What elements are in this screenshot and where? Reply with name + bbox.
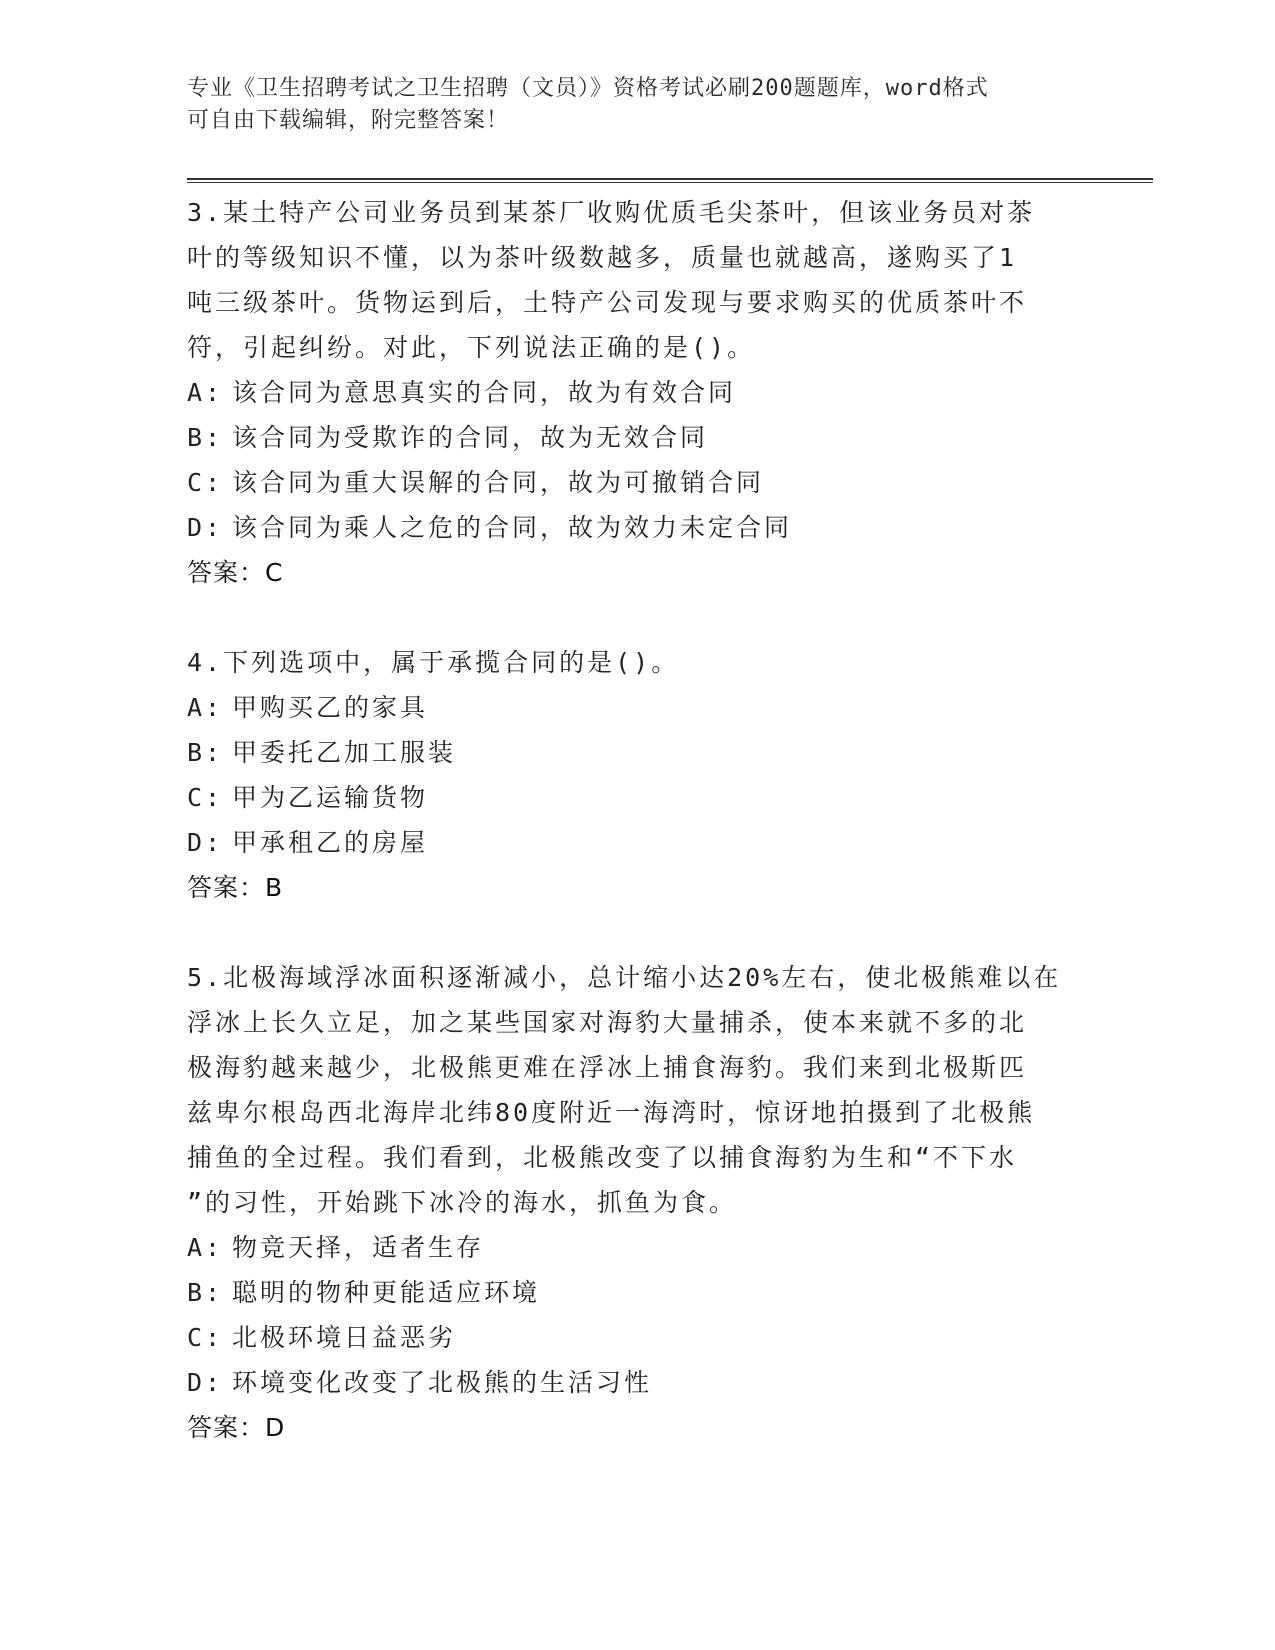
question-4 [187, 640, 1087, 910]
option-text: 物竞天择，适者生存 [232, 1233, 485, 1262]
answer-line: 答案：C [187, 558, 284, 587]
option-b [187, 415, 1087, 460]
option-d [187, 820, 1087, 865]
question-3 [187, 190, 1087, 595]
question-stem-line: ”的习性，开始跳下冰冷的海水，抓鱼为食。 [187, 1188, 738, 1217]
option-key: D: [187, 513, 224, 542]
question-stem-line: 4.下列选项中，属于承揽合同的是()。 [187, 648, 680, 677]
option-text: 该合同为意思真实的合同，故为有效合同 [232, 378, 737, 407]
option-text: 甲承租乙的房屋 [232, 828, 429, 857]
option-text: 聪明的物种更能适应环境 [232, 1278, 541, 1307]
option-key: A: [187, 1233, 224, 1262]
option-text: 甲委托乙加工服装 [232, 738, 457, 767]
option-key: C: [187, 783, 224, 812]
option-text: 甲购买乙的家具 [232, 693, 429, 722]
header-line-2: 可自由下载编辑，附完整答案！ [187, 108, 510, 133]
option-c [187, 460, 1087, 505]
question-stem-line: 5.北极海域浮冰面积逐渐减小，总计缩小达20%左右，使北极熊难以在 [187, 963, 1062, 992]
question-stem-line: 浮冰上长久立足，加之某些国家对海豹大量捕杀，使本来就不多的北 [187, 1008, 1028, 1037]
option-a [187, 1225, 1087, 1270]
answer-line: 答案：D [187, 1413, 286, 1442]
option-key: B: [187, 738, 224, 767]
option-key: D: [187, 828, 224, 857]
option-a [187, 370, 1087, 415]
option-b [187, 730, 1087, 775]
option-key: B: [187, 1278, 224, 1307]
option-d [187, 505, 1087, 550]
page-header [187, 73, 1087, 137]
option-text: 该合同为乘人之危的合同，故为效力未定合同 [232, 513, 793, 542]
option-text: 北极环境日益恶劣 [232, 1323, 457, 1352]
option-text: 该合同为重大误解的合同，故为可撤销合同 [232, 468, 765, 497]
question-stem-line: 符，引起纠纷。对此，下列说法正确的是()。 [187, 333, 756, 362]
question-stem-line: 吨三级茶叶。货物运到后，土特产公司发现与要求购买的优质茶叶不 [187, 288, 1028, 317]
header-divider [187, 178, 1153, 183]
option-d [187, 1360, 1087, 1405]
option-key: C: [187, 468, 224, 497]
question-stem-line: 3.某土特产公司业务员到某茶厂收购优质毛尖茶叶，但该业务员对茶 [187, 198, 1036, 227]
option-text: 该合同为受欺诈的合同，故为无效合同 [232, 423, 709, 452]
question-stem-line: 捕鱼的全过程。我们看到，北极熊改变了以捕食海豹为生和“不下水 [187, 1143, 1018, 1172]
option-text: 环境变化改变了北极熊的生活习性 [232, 1368, 653, 1397]
header-line-1: 专业《卫生招聘考试之卫生招聘（文员）》资格考试必刷200题题库，word格式 [187, 76, 989, 101]
answer-line: 答案：B [187, 873, 284, 902]
option-c [187, 1315, 1087, 1360]
option-b [187, 1270, 1087, 1315]
question-list [187, 190, 1087, 1450]
option-text: 甲为乙运输货物 [232, 783, 429, 812]
option-key: A: [187, 693, 224, 722]
question-5 [187, 955, 1087, 1450]
question-stem-line: 兹卑尔根岛西北海岸北纬80度附近一海湾时，惊讶地拍摄到了北极熊 [187, 1098, 1036, 1127]
question-stem-line: 叶的等级知识不懂，以为茶叶级数越多，质量也就越高，遂购买了1 [187, 243, 1018, 272]
option-c [187, 775, 1087, 820]
question-spacer [187, 910, 1087, 955]
option-key: C: [187, 1323, 224, 1352]
option-key: B: [187, 423, 224, 452]
option-key: A: [187, 378, 224, 407]
question-spacer [187, 595, 1087, 640]
question-stem-line: 极海豹越来越少，北极熊更难在浮冰上捕食海豹。我们来到北极斯匹 [187, 1053, 1028, 1082]
option-a [187, 685, 1087, 730]
option-key: D: [187, 1368, 224, 1397]
